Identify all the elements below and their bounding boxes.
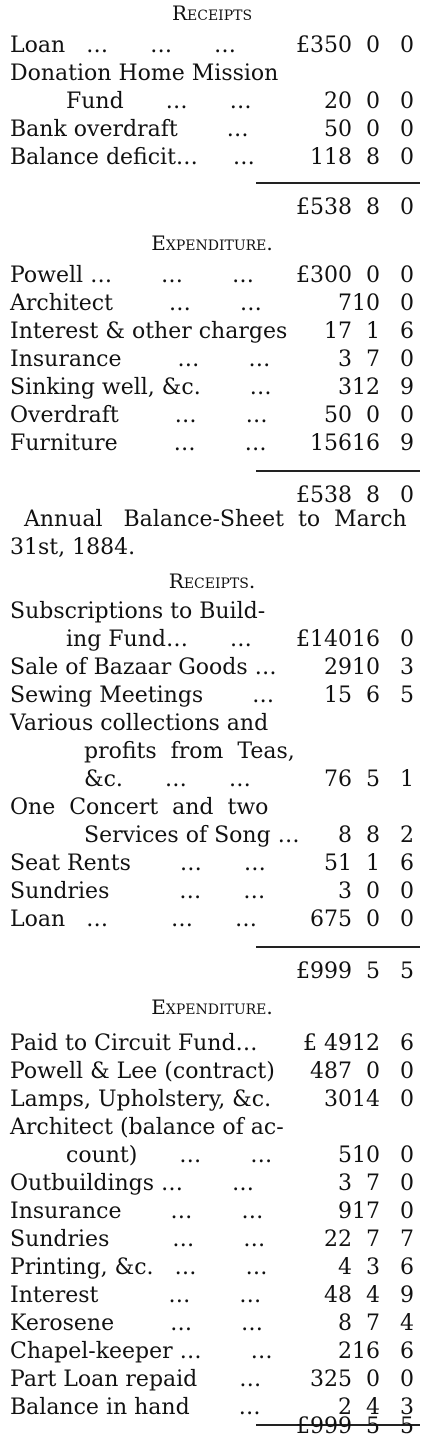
pounds: 2 xyxy=(338,1395,352,1420)
shillings: 1 xyxy=(366,851,380,876)
row-label: ing Fund… … xyxy=(66,627,252,652)
shillings: 0 xyxy=(366,403,380,428)
receipts-total-row xyxy=(0,194,424,222)
pounds: 487 xyxy=(310,1059,352,1084)
pence: 9 xyxy=(400,375,414,400)
shillings: 4 xyxy=(366,1395,380,1420)
pounds: 3 xyxy=(338,347,352,372)
pence: 0 xyxy=(400,1087,414,1112)
expense-furniture-row xyxy=(0,430,424,458)
row-label: Sewing Meetings … xyxy=(10,683,275,708)
total-rule xyxy=(256,946,420,948)
pence: 0 xyxy=(400,145,414,170)
pence: 0 xyxy=(400,907,414,932)
row-label: Subscriptions to Build- xyxy=(10,599,266,624)
expense-insurance-row xyxy=(0,1198,424,1226)
expense-interest-row xyxy=(0,1282,424,1310)
pounds: £350 xyxy=(296,33,352,58)
pence: 0 xyxy=(400,1199,414,1224)
pounds: £ 49 xyxy=(303,1031,352,1056)
receipt-collections-row xyxy=(0,766,424,794)
row-label: Lamps, Upholstery, &c. xyxy=(10,1087,272,1112)
pounds: 76 xyxy=(324,767,352,792)
shillings: 17 xyxy=(352,1199,380,1224)
expense-circuit-row xyxy=(0,1030,424,1058)
pence: 0 xyxy=(400,89,414,114)
receipt-overdraft-row xyxy=(0,116,424,144)
row-label: Printing, &c. … … xyxy=(10,1255,268,1280)
pounds: £140 xyxy=(296,627,352,652)
pence: 3 xyxy=(400,655,414,680)
pounds: 2 xyxy=(338,1339,352,1364)
row-label: Bank overdraft … xyxy=(10,117,249,142)
shillings: 0 xyxy=(366,33,380,58)
shillings: 5 xyxy=(366,767,380,792)
shillings: 0 xyxy=(366,89,380,114)
pounds: 50 xyxy=(324,117,352,142)
row-label: One Concert and two xyxy=(10,795,269,820)
expense-sinking-row xyxy=(0,374,424,402)
receipt-collections-line2 xyxy=(0,738,424,766)
expense-sundries-row xyxy=(0,1226,424,1254)
expense-architect-row xyxy=(0,1142,424,1170)
row-label: Fund … … xyxy=(66,89,252,114)
pounds: 8 xyxy=(338,1311,352,1336)
shillings: 14 xyxy=(352,1087,380,1112)
shillings: 7 xyxy=(366,1311,380,1336)
pounds: 22 xyxy=(324,1227,352,1252)
shillings: 5 xyxy=(366,959,380,984)
pounds: 156 xyxy=(310,431,352,456)
receipt-loan-row xyxy=(0,32,424,60)
pence: 6 xyxy=(400,319,414,344)
pounds: 20 xyxy=(324,89,352,114)
row-label: Loan … … … xyxy=(10,907,258,932)
receipt-subscriptions-row xyxy=(0,626,424,654)
receipt-deficit-row xyxy=(0,144,424,172)
pence: 0 xyxy=(400,483,414,508)
receipt-seat-rents-row xyxy=(0,850,424,878)
row-label: Architect … … xyxy=(10,291,262,316)
pence: 9 xyxy=(400,1283,414,1308)
pounds: 3 xyxy=(338,1171,352,1196)
row-label: Interest … … xyxy=(10,1283,262,1308)
shillings: 12 xyxy=(352,375,380,400)
shillings: 10 xyxy=(352,655,380,680)
pounds: 30 xyxy=(324,1087,352,1112)
shillings: 7 xyxy=(366,1171,380,1196)
row-label: Outbuildings … … xyxy=(10,1171,254,1196)
pence: 0 xyxy=(400,403,414,428)
shillings: 10 xyxy=(352,291,380,316)
pounds: 48 xyxy=(324,1283,352,1308)
pence: 7 xyxy=(400,1227,414,1252)
row-label: Insurance … … xyxy=(10,1199,264,1224)
pence: 4 xyxy=(400,1311,414,1336)
shillings: 16 xyxy=(352,1339,380,1364)
expense-contract-row xyxy=(0,1058,424,1086)
shillings: 3 xyxy=(366,1255,380,1280)
row-label: profits from Teas, xyxy=(84,739,295,764)
shillings: 16 xyxy=(352,627,380,652)
row-label: Sundries … … xyxy=(10,1227,266,1252)
receipt-donation-line1 xyxy=(0,60,424,88)
pounds: 50 xyxy=(324,403,352,428)
pounds: £300 xyxy=(296,263,352,288)
pence: 0 xyxy=(400,879,414,904)
row-label: Donation Home Mission xyxy=(10,61,279,86)
pounds: 9 xyxy=(338,1199,352,1224)
shillings: 1 xyxy=(366,319,380,344)
pence: 0 xyxy=(400,627,414,652)
row-label: Balance deficit… … xyxy=(10,145,255,170)
shillings: 10 xyxy=(352,1143,380,1168)
row-label: Kerosene … … xyxy=(10,1311,264,1336)
row-label: Interest & other charges xyxy=(10,319,288,344)
shillings: 4 xyxy=(366,1283,380,1308)
pounds: 5 xyxy=(338,1143,352,1168)
shillings: 16 xyxy=(352,431,380,456)
row-label: Balance in hand … xyxy=(10,1395,261,1420)
expenditure-heading: Expenditure. xyxy=(151,231,273,255)
pence: 5 xyxy=(400,683,414,708)
row-label: Paid to Circuit Fund… xyxy=(10,1031,258,1056)
row-label: Overdraft … … xyxy=(10,403,268,428)
expense-lamps-row xyxy=(0,1086,424,1114)
pence: 0 xyxy=(400,1367,414,1392)
row-label: Part Loan repaid … xyxy=(10,1367,262,1392)
expense-interest-row xyxy=(0,318,424,346)
shillings: 5 xyxy=(366,1414,380,1439)
shillings: 8 xyxy=(366,145,380,170)
row-label: count) … … xyxy=(66,1143,273,1168)
shillings: 8 xyxy=(366,823,380,848)
row-label: Furniture … … xyxy=(10,431,267,456)
pence: 0 xyxy=(400,117,414,142)
row-label: Architect (balance of ac- xyxy=(10,1115,284,1140)
pounds: 51 xyxy=(324,851,352,876)
total-rule xyxy=(256,182,420,184)
row-label: Sundries … … xyxy=(10,879,266,904)
pence: 2 xyxy=(400,823,414,848)
row-label: Sale of Bazaar Goods … xyxy=(10,655,277,680)
receipt-concert-row xyxy=(0,822,424,850)
expense-powell-row xyxy=(0,262,424,290)
row-label: &c. … … xyxy=(84,767,251,792)
pence: 6 xyxy=(400,1339,414,1364)
pence: 0 xyxy=(400,347,414,372)
balance-sheet-title-line1: Annual Balance-Sheet to March xyxy=(10,507,407,532)
shillings: 0 xyxy=(366,879,380,904)
receipt-sundries-row xyxy=(0,878,424,906)
pounds: £999 xyxy=(296,1414,352,1439)
expense-overdraft-row xyxy=(0,402,424,430)
pounds: 118 xyxy=(310,145,352,170)
pence: 6 xyxy=(400,1255,414,1280)
pounds: £538 xyxy=(296,483,352,508)
pounds: 15 xyxy=(324,683,352,708)
pence: 5 xyxy=(400,959,414,984)
shillings: 0 xyxy=(366,263,380,288)
receipts-total-row xyxy=(0,958,424,986)
shillings: 6 xyxy=(366,683,380,708)
shillings: 0 xyxy=(366,1367,380,1392)
shillings: 0 xyxy=(366,117,380,142)
pence: 0 xyxy=(400,263,414,288)
shillings: 12 xyxy=(352,1031,380,1056)
row-label: Sinking well, &c. … xyxy=(10,375,272,400)
expense-kerosene-row xyxy=(0,1310,424,1338)
expense-printing-row xyxy=(0,1254,424,1282)
total-rule xyxy=(256,470,420,472)
receipt-concert-line1 xyxy=(0,794,424,822)
pounds: 3 xyxy=(338,879,352,904)
expense-chapel-keeper-row xyxy=(0,1338,424,1366)
pence: 0 xyxy=(400,1143,414,1168)
receipts-heading: Receipts xyxy=(171,1,253,25)
shillings: 7 xyxy=(366,347,380,372)
pence: 0 xyxy=(400,1171,414,1196)
receipt-donation-row xyxy=(0,88,424,116)
pence: 5 xyxy=(400,1414,414,1439)
expense-insurance-row xyxy=(0,346,424,374)
pounds: 325 xyxy=(310,1367,352,1392)
row-label: Insurance … … xyxy=(10,347,271,372)
row-label: Services of Song … xyxy=(84,823,300,848)
expenditure-total-row xyxy=(0,1413,424,1441)
row-label: Powell & Lee (contract) xyxy=(10,1059,275,1084)
pence: 1 xyxy=(400,767,414,792)
expense-architect-line1 xyxy=(0,1114,424,1142)
receipt-loan-row xyxy=(0,906,424,934)
pounds: 4 xyxy=(338,1255,352,1280)
pence: 0 xyxy=(400,1059,414,1084)
expense-outbuildings-row xyxy=(0,1170,424,1198)
pence: 6 xyxy=(400,851,414,876)
receipt-sewing-row xyxy=(0,682,424,710)
pence: 0 xyxy=(400,291,414,316)
receipt-subscriptions-line1 xyxy=(0,598,424,626)
shillings: 8 xyxy=(366,483,380,508)
expense-part-loan-row xyxy=(0,1366,424,1394)
receipt-collections-line1 xyxy=(0,710,424,738)
pounds: 675 xyxy=(310,907,352,932)
pounds: 7 xyxy=(338,291,352,316)
pounds: £999 xyxy=(296,959,352,984)
pounds: 8 xyxy=(338,823,352,848)
expense-architect-row xyxy=(0,290,424,318)
pence: 0 xyxy=(400,195,414,220)
pence: 6 xyxy=(400,1031,414,1056)
row-label: Seat Rents … … xyxy=(10,851,266,876)
receipt-bazaar-row xyxy=(0,654,424,682)
pence: 0 xyxy=(400,33,414,58)
shillings: 7 xyxy=(366,1227,380,1252)
row-label: Loan … … … xyxy=(10,33,237,58)
receipts-heading: Receipts. xyxy=(168,569,256,593)
row-label: Powell … … … xyxy=(10,263,254,288)
row-label: Various collections and xyxy=(10,711,269,736)
pounds: 29 xyxy=(324,655,352,680)
shillings: 8 xyxy=(366,195,380,220)
pounds: £538 xyxy=(296,195,352,220)
row-label: Chapel-keeper … … xyxy=(10,1339,273,1364)
pence: 9 xyxy=(400,431,414,456)
pounds: 17 xyxy=(324,319,352,344)
shillings: 0 xyxy=(366,907,380,932)
pounds: 3 xyxy=(338,375,352,400)
balance-sheet-title-line2: 31st, 1884. xyxy=(10,535,136,560)
pence: 3 xyxy=(400,1395,414,1420)
expenditure-heading: Expenditure. xyxy=(151,995,273,1019)
shillings: 0 xyxy=(366,1059,380,1084)
